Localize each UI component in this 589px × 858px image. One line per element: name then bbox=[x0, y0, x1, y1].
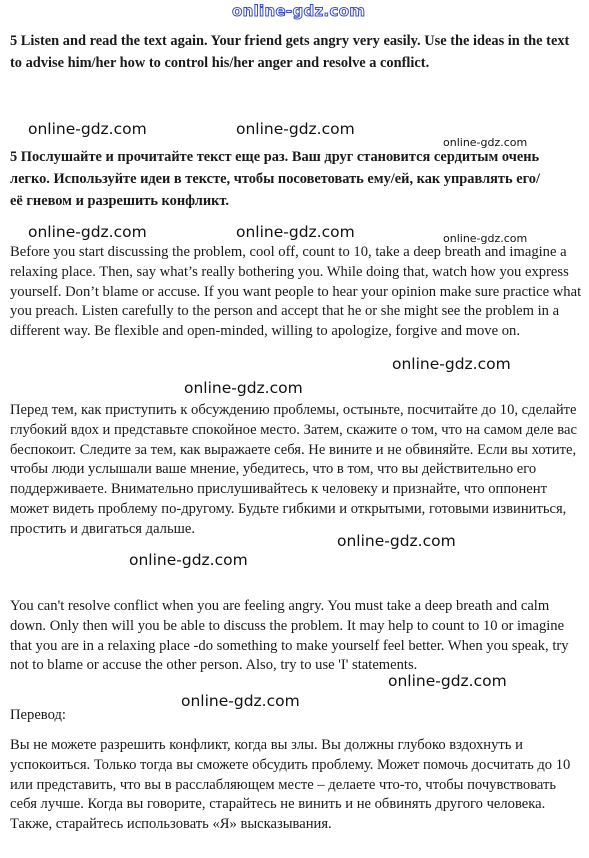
paragraph-english-1: Before you start discussing the problem, cool off, count to 10, take a deep breath and imagine a relaxing place. Then, say what’s really bothering you. While doing that, watch how you express yourself. Don’t blame or accuse. If you want people to hear your opinion make sure practice what you preach. Listen carefully to the person and accept that he or she might see the problem in a different way. Be flexible and open-minded, willing to apologize, forgive and move on. bbox=[10, 244, 582, 340]
watermark: online-gdz.com bbox=[388, 672, 507, 690]
watermark: online-gdz.com bbox=[181, 692, 300, 710]
paragraph-english-2: You can't resolve conflict when you are feeling angry. You must take a deep breath and calm down. Only then will you be able to discuss the problem. It may help to count to 10 or imagine that you are in a relaxing place -do something to make yourself feel better. When you speak, try not to blame or accuse the other person. Also, try to use 'I' statements. bbox=[10, 598, 569, 674]
task-russian: 5 Послушайте и прочитайте текст еще раз. Ваш друг становится сердитым очень легко. Используйте идеи в тексте, чтобы посоветовать ему/ей, как управлять его/её гневом и разрешить конфликт. bbox=[10, 149, 540, 209]
watermark: online-gdz.com bbox=[28, 120, 147, 138]
watermark: online-gdz.com bbox=[184, 379, 303, 397]
task-english: 5 Listen and read the text again. Your friend gets angry very easily. Use the ideas in the text to advise him/her how to control his/her anger and resolve a conflict. bbox=[10, 33, 570, 71]
watermark-small: online-gdz.com bbox=[443, 136, 528, 149]
paragraph-russian-2: Вы не можете разрешить конфликт, когда вы злы. Вы должны глубоко вздохнуть и успокоиться. Только тогда вы сможете обсудить проблему. Может помочь досчитать до 10 или представить, что вы в расслабляющем месте – делаете что-то, чтобы почувствовать себя лучше. Когда вы говорите, старайтесь не винить и не обвинять другого человека. Также, старайтесь использовать «Я» высказывания. bbox=[10, 737, 571, 833]
watermark: online-gdz.com bbox=[337, 532, 456, 550]
watermark: online-gdz.com bbox=[392, 355, 511, 373]
watermark: online-gdz.com bbox=[236, 120, 355, 138]
translation-label: Перевод: bbox=[10, 707, 66, 723]
watermark: online-gdz.com bbox=[129, 551, 248, 569]
watermark: online-gdz.com bbox=[28, 223, 147, 241]
watermark-top: online-gdz.com bbox=[232, 2, 366, 20]
watermark: online-gdz.com bbox=[236, 223, 355, 241]
watermark-small: online-gdz.com bbox=[443, 232, 528, 245]
paragraph-russian-1: Перед тем, как приступить к обсуждению проблемы, остыньте, посчитайте до 10, сделайте глубокий вдох и представьте спокойное место. Затем, скажите о том, что на самом деле вас беспокоит. Следите за тем, как выражаете себя. Не вините и не обвиняйте. Если вы хотите, чтобы люди услышали ваше мнение, убедитесь, что в том, что вы действительно его поддерживаете. Внимательно прислушивайтесь к человеку и признайте, что оппонент может видеть проблему по-другому. Будьте гибкими и открытыми, готовыми извиниться, простить и двигаться дальше. bbox=[10, 402, 577, 537]
